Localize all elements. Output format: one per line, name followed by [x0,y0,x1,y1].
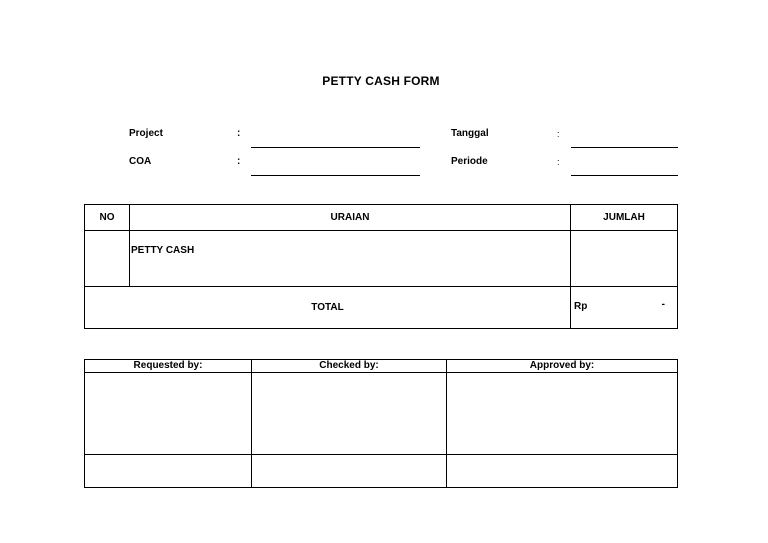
petty-cash-table [84,204,678,329]
table-header-row [85,205,678,231]
checked-by-label: Checked by: [252,360,447,373]
signature-header-row [85,360,678,373]
checked-name-box[interactable] [252,455,447,488]
periode-colon: : [557,157,560,167]
requested-signature-box[interactable] [85,373,252,455]
total-amount-value: - [661,299,665,310]
item-jumlah-cell[interactable] [571,231,678,287]
signature-area-row [85,373,678,455]
coa-colon: : [237,156,241,167]
requested-by-label: Requested by: [85,360,252,373]
currency-label: Rp [574,301,588,312]
coa-label: COA [129,156,152,167]
item-no-cell[interactable] [85,231,130,287]
tanggal-input-line[interactable] [571,147,678,148]
header-uraian: URAIAN [130,205,571,231]
header-no: NO [85,205,130,231]
periode-input-line[interactable] [571,175,678,176]
periode-label: Periode [451,156,488,167]
approved-name-box[interactable] [447,455,678,488]
approved-signature-box[interactable] [447,373,678,455]
total-amount-cell [571,287,678,329]
tanggal-colon: : [557,129,560,139]
header-jumlah: JUMLAH [571,205,678,231]
total-row [85,287,678,329]
project-colon: : [237,128,241,139]
table-row [85,231,678,287]
project-label: Project [129,128,163,139]
signature-table [84,359,678,488]
signature-name-row [85,455,678,488]
approved-by-label: Approved by: [447,360,678,373]
checked-signature-box[interactable] [252,373,447,455]
total-label: TOTAL [85,287,571,329]
item-uraian-cell[interactable]: PETTY CASH [130,231,571,287]
form-title: PETTY CASH FORM [322,74,440,88]
coa-input-line[interactable] [251,175,420,176]
requested-name-box[interactable] [85,455,252,488]
tanggal-label: Tanggal [451,128,489,139]
project-input-line[interactable] [251,147,420,148]
